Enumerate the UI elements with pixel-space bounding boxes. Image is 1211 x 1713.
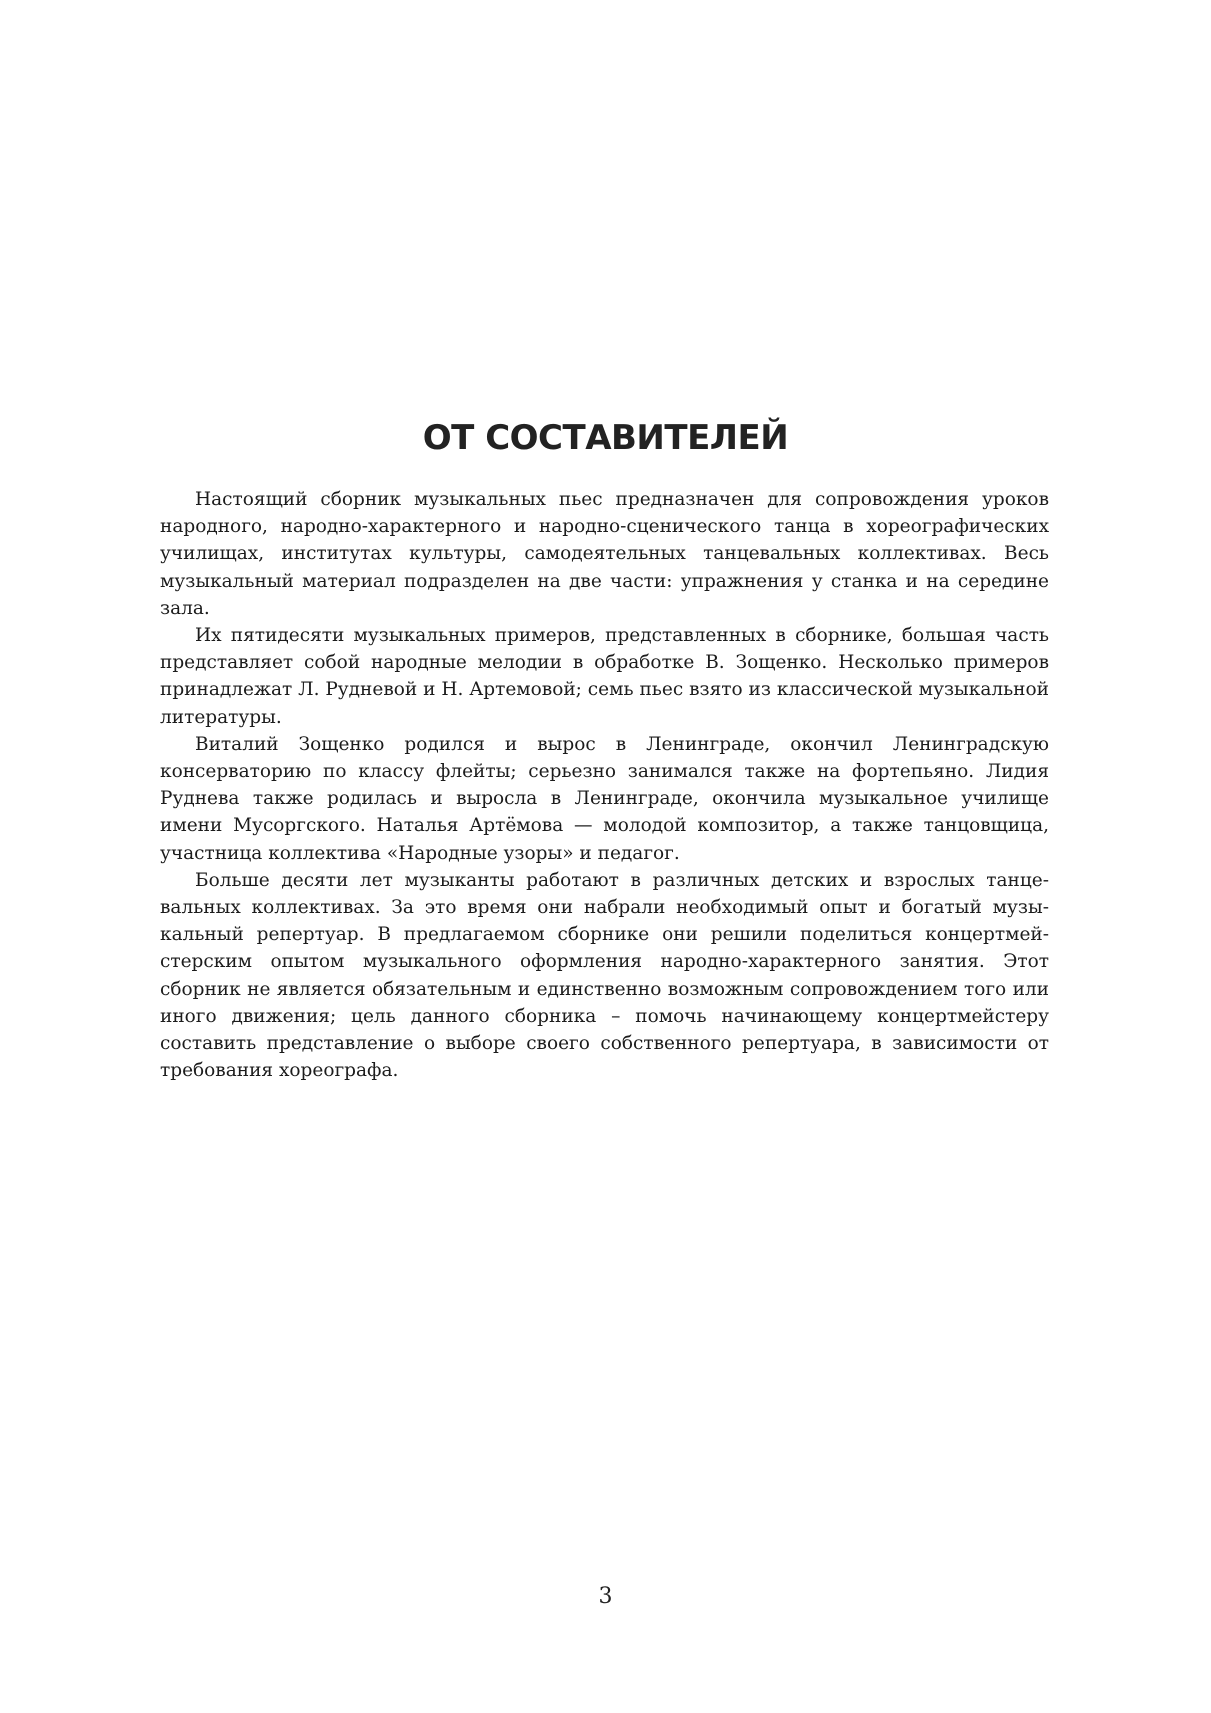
page-number: 3 <box>598 1584 613 1609</box>
paragraph: Настоящий сборник музыкальных пьес предназначен для сопровождения уроков народного, народно-характерного и народно-сценического танца в хореографических училищах, институтах культуры, самодеятельных танцевальных коллективах. Весь музыкальный материал подразделен на две части: упражнения у станка и на середине зала. <box>160 489 1049 619</box>
body-text <box>160 486 1049 1084</box>
paragraph: Виталий Зощенко родился и вырос в Ленинграде, окончил Ленинградскую консерваторию по классу флейты; серьезно занимался также на фортепьяно. Лидия Руднева также родилась и выросла в Ленинграде, окончила музыкальное училище имени Мусоргского. Наталья Артёмова — молодой композитор, а также танцовщица, участница коллектива «Народные узоры» и педагог. <box>160 733 1049 864</box>
page-title: ОТ СОСТАВИТЕЛЕЙ <box>422 418 789 458</box>
paragraph: Больше десяти лет музыканты работают в различных детских и взрослых танцевальных коллективах. За это время они набрали необходимый опыт и богатый музыкальный репертуар. В предлагаемом сборнике они решили поделиться концертмейстерским опытом музыкального оформления народно-характерного занятия. Этот сборник не является обязательным и единственно возможным сопровождением того или иного движения; цель данного сборника – помочь начинающему концертмейстеру составить представление о выборе своего собственного репертуара, в зависимости от требования хореографа. <box>160 869 1049 1082</box>
paragraph: Их пятидесяти музыкальных примеров, представленных в сборнике, большая часть представляет собой народные мелодии в обработке В. Зощенко. Несколько примеров принадлежат Л. Рудневой и Н. Артемовой; семь пьес взято из классической музыкальной литературы. <box>160 625 1049 728</box>
